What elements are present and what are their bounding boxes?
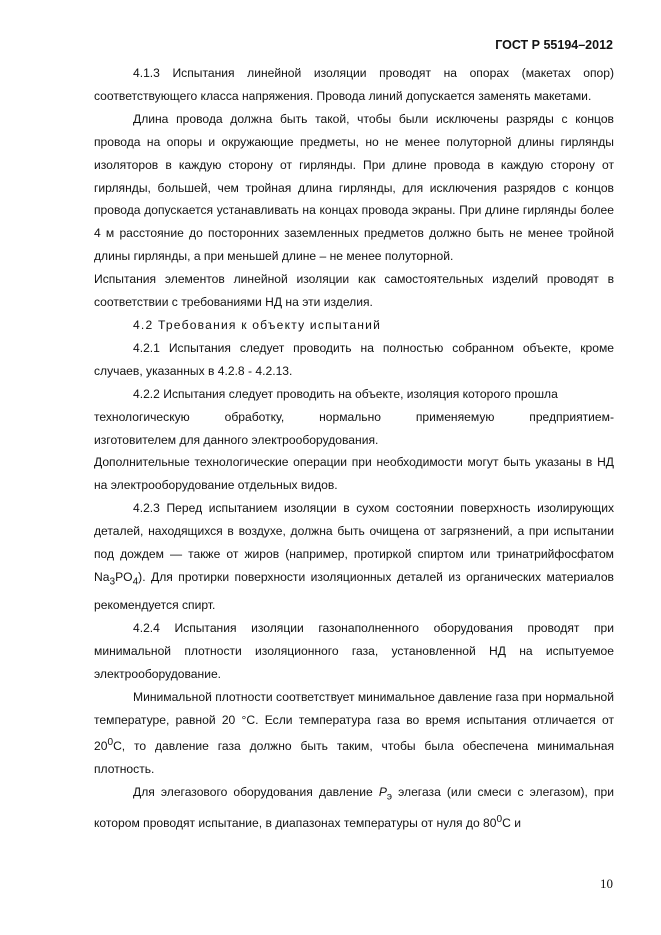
text-run: ). Для протирки поверхности изоляционных деталей из органических материалов рекомендуется спирт. bbox=[94, 569, 614, 613]
paragraph-4-2-2-line-2 bbox=[94, 406, 614, 429]
superscript: 0 bbox=[107, 736, 114, 748]
subscript: 3 bbox=[109, 576, 116, 588]
paragraph-4-1-3: 4.1.3 Испытания линейной изоляции проводят на опорах (макетах опор) соответствующего класса напряжения. Провода линий допускается заменять макетами. bbox=[94, 66, 614, 103]
text-run: Минимальной плотности соответствует минимальное давление газа при нормальной температуре, равной 20 °С. Если температура газа во время испытания отличается от 20 bbox=[94, 689, 614, 753]
paragraph-line-insulation-elements: Испытания элементов линейной изоляции как самостоятельных изделий проводят в соответствии с требованиями НД на эти изделия. bbox=[94, 272, 614, 310]
word: нормально bbox=[319, 409, 382, 424]
document-body bbox=[94, 62, 614, 835]
paragraph-minimal-density bbox=[94, 686, 614, 781]
superscript: 0 bbox=[496, 813, 503, 825]
paragraph-4-2-2-line-1: 4.2.2 Испытания следует проводить на объекте, изоляция которого прошла bbox=[133, 386, 558, 401]
text-run: С и bbox=[502, 815, 521, 830]
text-run: элегаза (или смеси с элегазом), при котором проводят испытание, в диапазонах температуры от нуля до 80 bbox=[94, 784, 614, 830]
paragraph-sf6-pressure bbox=[94, 781, 614, 835]
subscript: 4 bbox=[132, 576, 139, 588]
word: обработку, bbox=[224, 409, 285, 424]
word: применяемую bbox=[415, 409, 495, 424]
paragraph-4-2-4: 4.2.4 Испытания изоляции газонаполненного оборудования проводят при минимальной плотности изоляционного газа, установленной НД на испытуемое электрооборудование. bbox=[94, 621, 614, 681]
paragraph-4-2-1: 4.2.1 Испытания следует проводить на полностью собранном объекте, кроме случаев, указанных в 4.2.8 - 4.2.13. bbox=[94, 340, 614, 378]
section-heading-4-2: 4.2 Требования к объекту испытаний bbox=[133, 317, 382, 332]
text-run: 4.2.3 Перед испытанием изоляции в сухом состоянии поверхность изолирующих деталей, находящихся в воздухе, должна быть очищена от загрязнений, а при испытании под дождем — также от жиров (например, протиркой спиртом или тринатрийфосфатом Na bbox=[94, 501, 614, 584]
pressure-variable: P bbox=[378, 784, 387, 799]
paragraph-wire-length: Длина провода должна быть такой, чтобы были исключены разряды с концов провода на опоры и окружающие предметы, но не менее полуторной длины гирлянды изоляторов в каждую сторону от гирлянды. При длине провода в каждую сторону от гирлянды, большей, чем тройная длина гирлянды, для исключения разрядов с концов провода допускается устанавливать на концах провода экраны. При длине гирлянды более 4 м расстояние до посторонних заземленных предметов должно быть не менее тройной длины гирлянды, а при меньшей длине – не менее полуторной. bbox=[94, 111, 614, 264]
paragraph-4-2-2 bbox=[94, 383, 614, 452]
paragraph-4-2-2-line-3: изготовителем для данного электрооборудования. bbox=[94, 432, 379, 447]
page-number: 10 bbox=[600, 876, 613, 891]
text-run: PO bbox=[115, 569, 133, 584]
text-run: Для элегазового оборудования давление bbox=[133, 784, 379, 799]
paragraph-additional-operations: Дополнительные технологические операции при необходимости могут быть указаны в НД на электрооборудование отдельных видов. bbox=[94, 455, 614, 493]
subscript: э bbox=[386, 790, 393, 802]
word: технологическую bbox=[94, 409, 190, 424]
word: предприятием- bbox=[529, 409, 614, 424]
text-run: С, то давление газа должно быть таким, чтобы была обеспечена минимальная плотность. bbox=[94, 738, 614, 776]
paragraph-4-2-3 bbox=[94, 497, 614, 617]
document-header: ГОСТ Р 55194–2012 bbox=[495, 38, 613, 52]
